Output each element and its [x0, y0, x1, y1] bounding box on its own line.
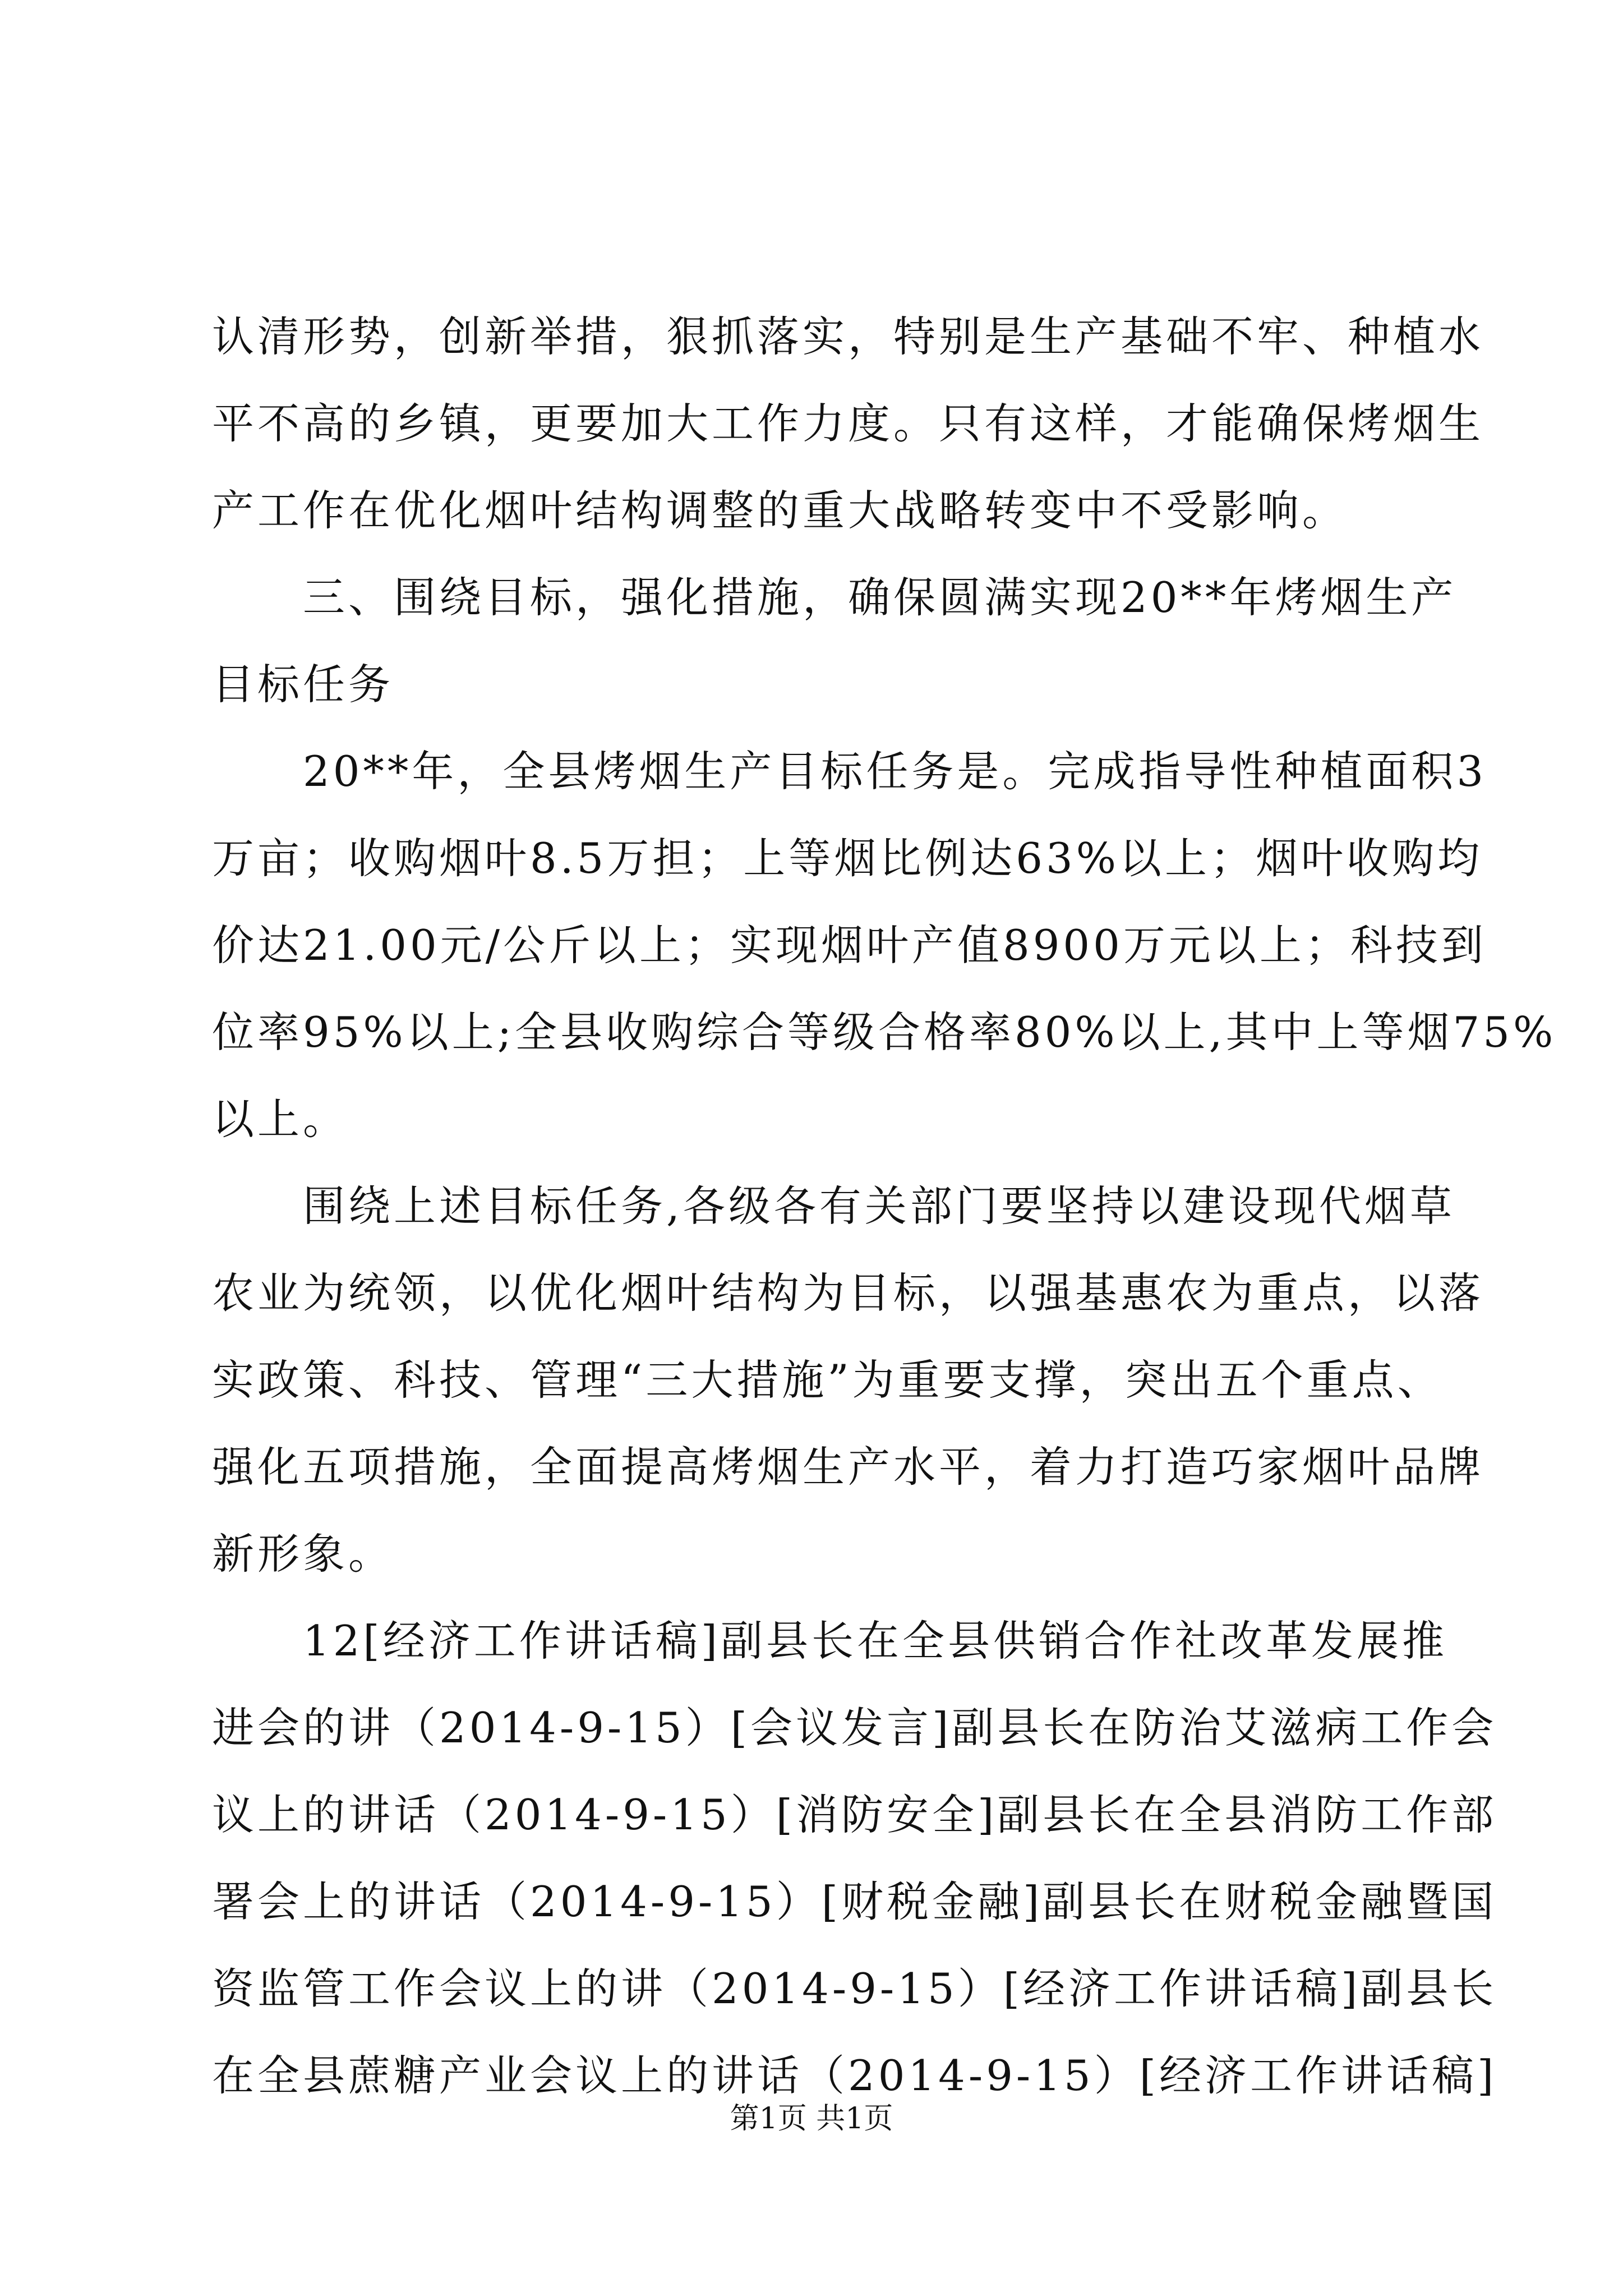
text-line: 以上。 — [212, 1094, 349, 1144]
text-line: 产工作在优化烟叶结构调整的重大战略转变中不受影响。 — [212, 486, 1348, 535]
text-line: 20**年，全县烤烟生产目标任务是。完成指导性种植面积3 — [212, 747, 1487, 796]
text-line: 价达21.00元/公斤以上；实现烟叶产值8900万元以上；科技到 — [212, 921, 1487, 970]
text-line: 新形象。 — [212, 1529, 394, 1579]
text-line: 署会上的讲话（2014-9-15）[财税金融]副县长在财税金融暨国 — [212, 1877, 1497, 1926]
text-line: 实政策、科技、管理“三大措施”为重要支撑，突出五个重点、 — [212, 1355, 1443, 1405]
text-line: 议上的讲话（2014-9-15）[消防安全]副县长在全县消防工作部 — [212, 1790, 1497, 1839]
text-line: 农业为统领，以优化烟叶结构为目标，以强基惠农为重点，以落 — [212, 1268, 1484, 1318]
text-line: 万亩；收购烟叶8.5万担；上等烟比例达63%以上；烟叶收购均 — [212, 834, 1483, 883]
text-line: 资监管工作会议上的讲（2014-9-15）[经济工作讲话稿]副县长 — [212, 1964, 1497, 2013]
text-line: 认清形势，创新举措，狠抓落实，特别是生产基础不牢、种植水 — [212, 312, 1484, 361]
text-line: 进会的讲（2014-9-15）[会议发言]副县长在防治艾滋病工作会 — [212, 1703, 1497, 1752]
text-line: 强化五项措施，全面提高烤烟生产水平，着力打造巧家烟叶品牌 — [212, 1442, 1484, 1492]
section-heading: 目标任务 — [212, 660, 394, 709]
text-line: 12[经济工作讲话稿]副县长在全县供销合作社改革发展推 — [212, 1616, 1447, 1665]
page-number-footer: 第1页 共1页 — [730, 2102, 893, 2136]
text-line: 平不高的乡镇，更要加大工作力度。只有这样，才能确保烤烟生 — [212, 399, 1484, 448]
text-line: 在全县蔗糖产业会议上的讲话（2014-9-15）[经济工作讲话稿] — [212, 2051, 1497, 2100]
text-line: 围绕上述目标任务,各级各有关部门要坚持以建设现代烟草 — [212, 1181, 1455, 1231]
section-heading: 三、围绕目标，强化措施，确保圆满实现20**年烤烟生产 — [212, 573, 1457, 622]
text-line: 位率95%以上;全县收购综合等级合格率80%以上,其中上等烟75% — [212, 1007, 1557, 1057]
